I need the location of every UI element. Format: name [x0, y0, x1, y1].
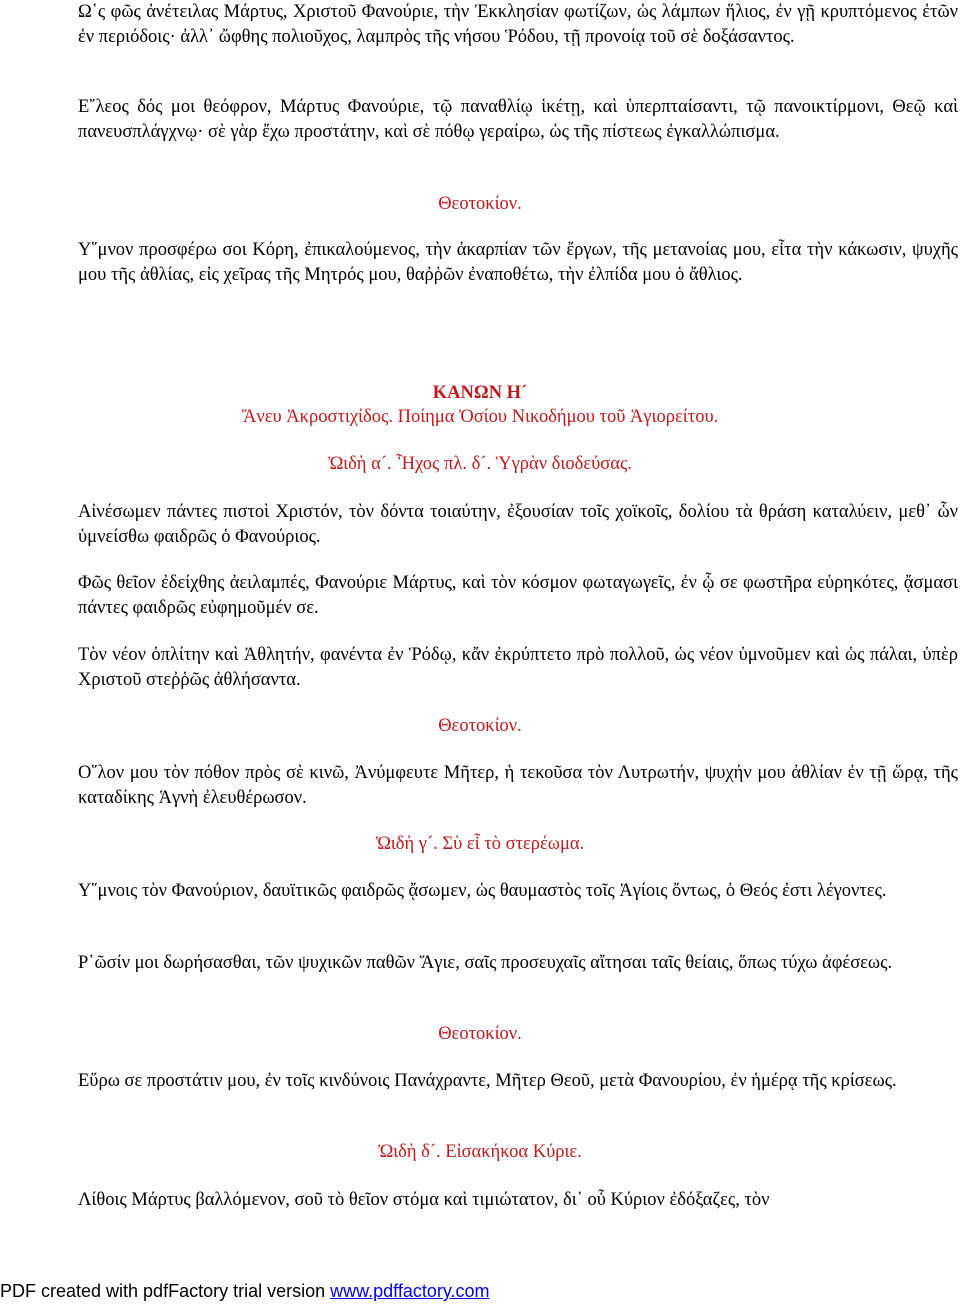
troparion-paragraph: Ω῾ς φῶς ἀνέτειλας Μάρτυς, Χριστοῦ Φανούριε, τὴν Ἐκκλησίαν φωτίζων, ὡς λάμπων ἥλιος, ἐν γῇ κρυπτόμενος ἐτῶν ἐν περιόδοις· ἀλλ᾽ ὤφθης πολιοῦχος, λαμπρὸς τῆς νήσου Ῥόδου, τῇ προνοίᾳ τοῦ σὲ δοξάσαντος. — [78, 2, 958, 47]
ode-heading: Ὠιδὴ α´. Ἦχος πλ. δ´. Ὑγρὰν διοδεύσας. — [328, 454, 632, 474]
footer-text: PDF created with pdfFactory trial version — [0, 1281, 331, 1301]
troparion-paragraph: Λίθοις Μάρτυς βαλλόμενον, σοῦ τὸ θεῖον στόμα καὶ τιμιώτατον, δι᾽ οὗ Κύριον ἐδόξαζες, τὸν — [78, 1190, 770, 1210]
troparion-paragraph: Εὕρω σε προστάτιν μου, ἐν τοῖς κινδύνοις Πανάχραντε, Μῆτερ Θεοῦ, μετὰ Φανουρίου, ἐν ἡμέρᾳ τῆς κρίσεως. — [78, 1071, 897, 1091]
pdf-footer — [0, 1280, 490, 1302]
troparion-paragraph: Ε῎λεος δός μοι θεόφρον, Μάρτυς Φανούριε, τῷ παναθλίῳ ἱκέτῃ, καὶ ὑπερπταίσαντι, τῷ πανοικτίρμονι, Θεῷ καὶ πανευσπλάγχνῳ· σὲ γὰρ ἔχω προστάτην, καὶ σὲ πόθῳ γεραίρω, ὡς τῆς πίστεως ἐγκαλλώπισμα. — [78, 97, 958, 142]
troparion-paragraph: Τὸν νέον ὁπλίτην καὶ Ἀθλητήν, φανέντα ἐν Ῥόδῳ, κἄν ἐκρύπτετο πρὸ πολλοῦ, ὡς νέον ὑμνοῦμεν καὶ ὡς πάλαι, ὑπὲρ Χριστοῦ στεῤῥῶς ἀθλήσαντα. — [78, 645, 958, 690]
troparion-paragraph: Υ῞μνοις τὸν Φανούριον, δαυϊτικῶς φαιδρῶς ᾄσωμεν, ὡς θαυμαστὸς τοῖς Ἁγίοις ὄντως, ὁ Θεός ἐστι λέγοντες. — [78, 881, 887, 901]
troparion-paragraph: Ρ῾ῶσίν μοι δωρήσασθαι, τῶν ψυχικῶν παθῶν Ἅγιε, σαῖς προσευχαῖς αἴτησαι ταῖς θείαις, ὅπως τύχω ἀφέσεως. — [78, 953, 893, 973]
troparion-paragraph: Αἰνέσωμεν πάντες πιστοὶ Χριστόν, τὸν δόντα τοιαύτην, ἐξουσίαν τοῖς χοϊκοῖς, δολίου τὰ θράση καταλύειν, μεθ᾽ ὧν ὑμνείσθω φαιδρῶς ὁ Φανούριος. — [78, 502, 958, 547]
canon-title: ΚΑΝΩΝ Η´ — [432, 383, 528, 403]
troparion-paragraph: Ο῞λον μου τὸν πόθον πρὸς σὲ κινῶ, Ἀνύμφευτε Μῆτερ, ἡ τεκοῦσα τὸν Λυτρωτήν, ψυχήν μου ἀθλίαν ἐν τῇ ὥρᾳ, τῆς καταδίκης Ἁγνὴ ἐλευθέρωσον. — [78, 763, 958, 808]
theotokion-heading: Θεοτοκίον. — [438, 194, 522, 214]
troparion-paragraph: Φῶς θεῖον ἐδείχθης ἀειλαμπές, Φανούριε Μάρτυς, καὶ τὸν κόσμον φωταγωγεῖς, ἐν ᾧ σε φωστῆρα εὑρηκότες, ᾄσμασι πάντες φαιδρῶς εὐφημοῦμέν σε. — [78, 573, 958, 618]
footer-link[interactable]: www.pdffactory.com — [330, 1281, 490, 1301]
ode-heading: Ὠιδὴ γ´. Σὺ εἶ τὸ στερέωμα. — [375, 834, 585, 854]
ode-heading: Ὠιδὴ δ´. Εἰσακήκοα Κύριε. — [378, 1142, 582, 1162]
theotokion-heading: Θεοτοκίον. — [438, 1024, 522, 1044]
theotokion-heading: Θεοτοκίον. — [438, 716, 522, 736]
troparion-paragraph: Υ῞μνον προσφέρω σοι Κόρη, ἐπικαλούμενος, τὴν ἀκαρπίαν τῶν ἔργων, τῆς μετανοίας μου, εἶτα τὴν κάκωσιν, ψυχῆς μου τῆς ἀθλίας, εἰς χεῖρας τῆς Μητρός μου, θαῤῥῶν ἐναποθέτω, τὴν ἐλπίδα μου ὁ ἄθλιος. — [78, 240, 958, 285]
canon-subtitle: Ἄνευ Ἀκροστιχίδος. Ποίημα Ὁσίου Νικοδήμου τοῦ Ἁγιορείτου. — [241, 407, 719, 427]
